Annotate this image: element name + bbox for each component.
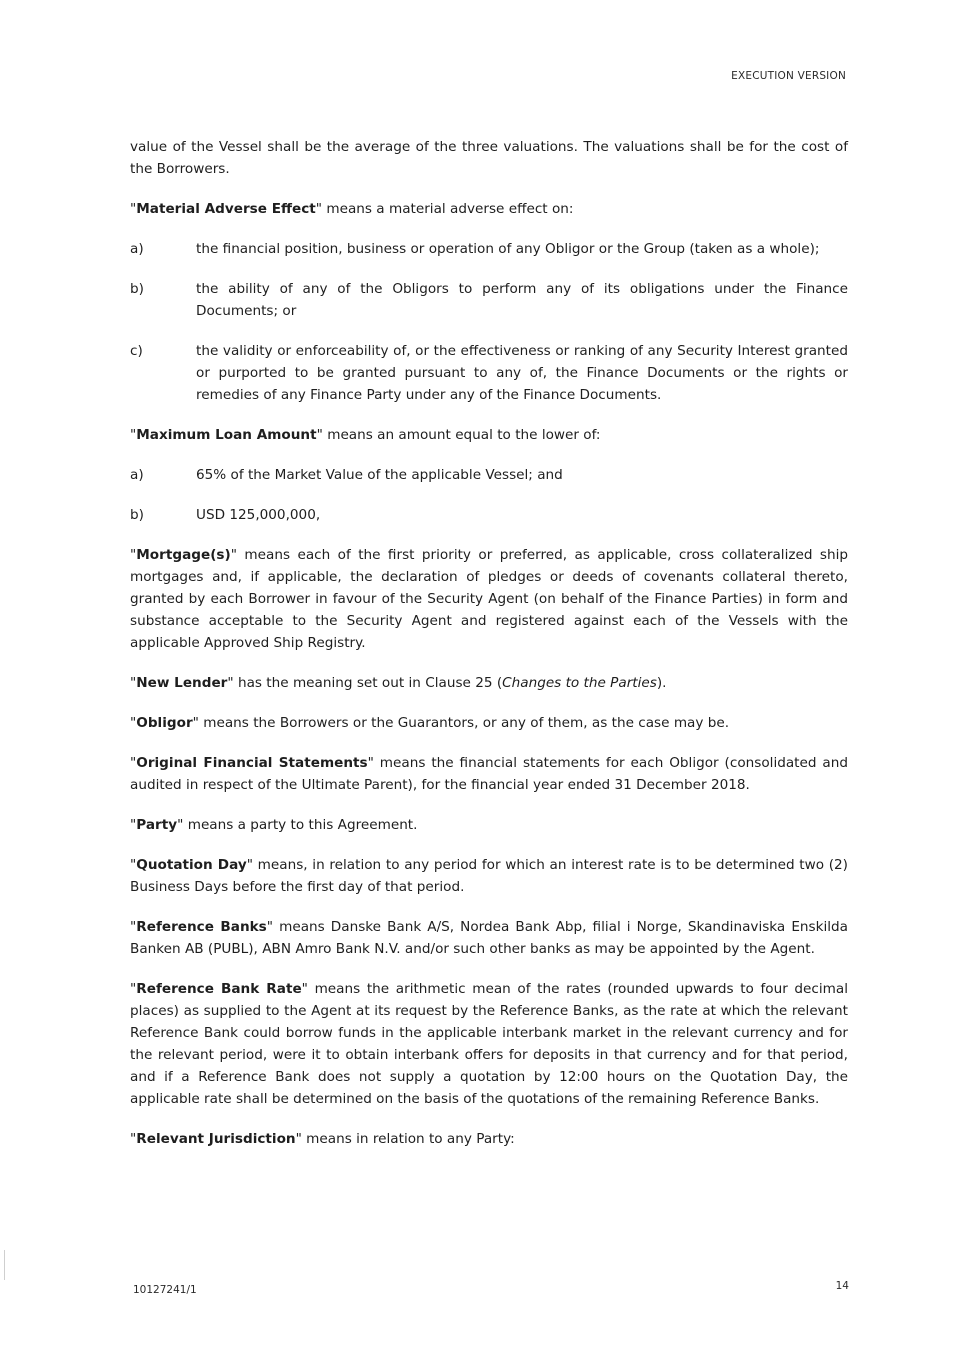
definition-new-lender: "New Lender" has the meaning set out in Clause 25 (Changes to the Parties). xyxy=(130,675,667,691)
defined-term: Relevant Jurisdiction xyxy=(136,1131,296,1147)
definition-text: means the Borrowers or the Guarantors, or any of them, as the case may be. xyxy=(198,715,730,731)
margin-scan-mark xyxy=(4,1250,5,1280)
defined-term: Maximum Loan Amount xyxy=(136,427,317,443)
definition-reference-bank-rate: "Reference Bank Rate" means the arithmetic mean of the rates (rounded upwards to four decimal places) as supplied to the Agent at its request by the Reference Banks, as the rate at which the relevant Reference Bank could borrow funds in the applicable interbank market in the relevant currency and for the relevant period, were it to obtain interbank offers for deposits in that currency and for that period, and if a Reference Bank does not supply a quotation by 12:00 hours on the Quotation Day, the applicable rate shall be determined on the basis of the quotations of the remaining Reference Banks. xyxy=(130,981,849,1107)
definition-reference-banks: "Reference Banks" means Danske Bank A/S, Nordea Bank Abp, filial i Norge, Skandinaviska Enskilda Banken AB (PUBL), ABN Amro Bank N.V. and/or such other banks as may be appointed by the Agent. xyxy=(130,919,848,957)
defined-term: Mortgage(s) xyxy=(136,547,231,563)
definition-quotation-day: "Quotation Day" means, in relation to any period for which an interest rate is to be determined two (2) Business Days before the first day of that period. xyxy=(130,857,848,895)
list-label: b) xyxy=(130,281,144,297)
definition-text-end: ). xyxy=(656,675,667,691)
definition-mortgages: "Mortgage(s)" means each of the first priority or preferred, as applicable, cross collateralized ship mortgages and, if applicable, the declaration of pledges or deeds of covenants collateral thereto, granted by each Borrower in favour of the Security Agent (on behalf of the Finance Parties) in form and substance acceptable to the Security Agent and registered against each of the Vessels with the applicable Approved Ship Registry. xyxy=(130,547,848,651)
definition-obligor: "Obligor" means the Borrowers or the Guarantors, or any of them, as the case may be. xyxy=(130,715,730,731)
document-body xyxy=(130,136,848,1150)
defined-term: New Lender xyxy=(136,675,228,691)
execution-version-header: EXECUTION VERSION xyxy=(731,70,846,82)
list-label: b) xyxy=(130,507,144,523)
list-text: the financial position, business or operation of any Obligor or the Group (taken as a whole); xyxy=(196,241,820,257)
definition-text: means the financial statements for each Obligor (consolidated and audited in respect of the Ultimate Parent), for the financial year ended 31 December 2018. xyxy=(130,755,848,793)
list-label: a) xyxy=(130,467,144,483)
defined-term: Quotation Day xyxy=(136,857,247,873)
document-number: 10127241/1 xyxy=(133,1284,197,1296)
list-item xyxy=(130,504,848,526)
definition-text: means in relation to any Party: xyxy=(301,1131,515,1147)
list-label: c) xyxy=(130,343,143,359)
list-item xyxy=(130,464,848,486)
list-item xyxy=(130,340,848,406)
definition-text: means a material adverse effect on: xyxy=(322,201,574,217)
defined-term: Party xyxy=(136,817,178,833)
defined-term: Material Adverse Effect xyxy=(136,201,316,217)
list-text: USD 125,000,000, xyxy=(196,507,321,523)
list-label: a) xyxy=(130,241,144,257)
definition-text: means the arithmetic mean of the rates (rounded upwards to four decimal places) as supplied to the Agent at its request by the Reference Banks, as the rate at which the relevant Reference Bank could borrow funds in the applicable interbank market in the relevant currency and for the relevant period, were it to obtain interbank offers for deposits in that currency and for that period, and if a Reference Bank does not supply a quotation by 12:00 hours on the Quotation Day, the applicable rate shall be determined on the basis of the quotations of the remaining Reference Banks. xyxy=(130,981,849,1107)
defined-term: Obligor xyxy=(136,715,193,731)
definition-relevant-jurisdiction: "Relevant Jurisdiction" means in relation to any Party: xyxy=(130,1131,515,1147)
definition-text: has the meaning set out in Clause 25 ( xyxy=(233,675,503,691)
definition-original-financial-statements: "Original Financial Statements" means the financial statements for each Obligor (consolidated and audited in respect of the Ultimate Parent), for the financial year ended 31 December 2018. xyxy=(130,755,848,793)
definition-party: "Party" means a party to this Agreement. xyxy=(130,817,418,833)
defined-term: Reference Banks xyxy=(136,919,267,935)
definition-text: means, in relation to any period for which an interest rate is to be determined two (2) Business Days before the first day of that period. xyxy=(130,857,848,895)
definition-maximum-loan-amount: "Maximum Loan Amount" means an amount equal to the lower of: xyxy=(130,427,601,443)
clause-reference: Changes to the Parties xyxy=(502,675,657,691)
definition-material-adverse-effect: "Material Adverse Effect" means a material adverse effect on: xyxy=(130,201,574,217)
list-text: 65% of the Market Value of the applicable Vessel; and xyxy=(196,467,563,483)
continuation-paragraph: value of the Vessel shall be the average of the three valuations. The valuations shall be for the cost of the Borrowers. xyxy=(130,139,848,177)
page-number: 14 xyxy=(835,1280,849,1292)
defined-term: Reference Bank Rate xyxy=(136,981,302,997)
list-item xyxy=(130,278,848,322)
defined-term: Original Financial Statements xyxy=(136,755,368,771)
definition-text: means each of the first priority or preferred, as applicable, cross collateralized ship mortgages and, if applicable, the declaration of pledges or deeds of covenants collateral thereto, granted by each Borrower in favour of the Security Agent (on behalf of the Finance Parties) in form and substance acceptable to the Security Agent and registered against each of the Vessels with the applicable Approved Ship Registry. xyxy=(130,547,848,651)
definition-text: means an amount equal to the lower of: xyxy=(322,427,601,443)
list-text: the validity or enforceability of, or the effectiveness or ranking of any Security Interest granted or purported to be granted pursuant to any of, the Finance Documents or the rights or remedies of any Finance Party under any of the Finance Documents. xyxy=(196,343,848,403)
definition-text: means a party to this Agreement. xyxy=(183,817,418,833)
definition-text: means Danske Bank A/S, Nordea Bank Abp, filial i Norge, Skandinaviska Enskilda Banken AB (PUBL), ABN Amro Bank N.V. and/or such other banks as may be appointed by the Agent. xyxy=(130,919,848,957)
list-text: the ability of any of the Obligors to perform any of its obligations under the Finance Documents; or xyxy=(196,281,848,319)
list-item xyxy=(130,238,848,260)
